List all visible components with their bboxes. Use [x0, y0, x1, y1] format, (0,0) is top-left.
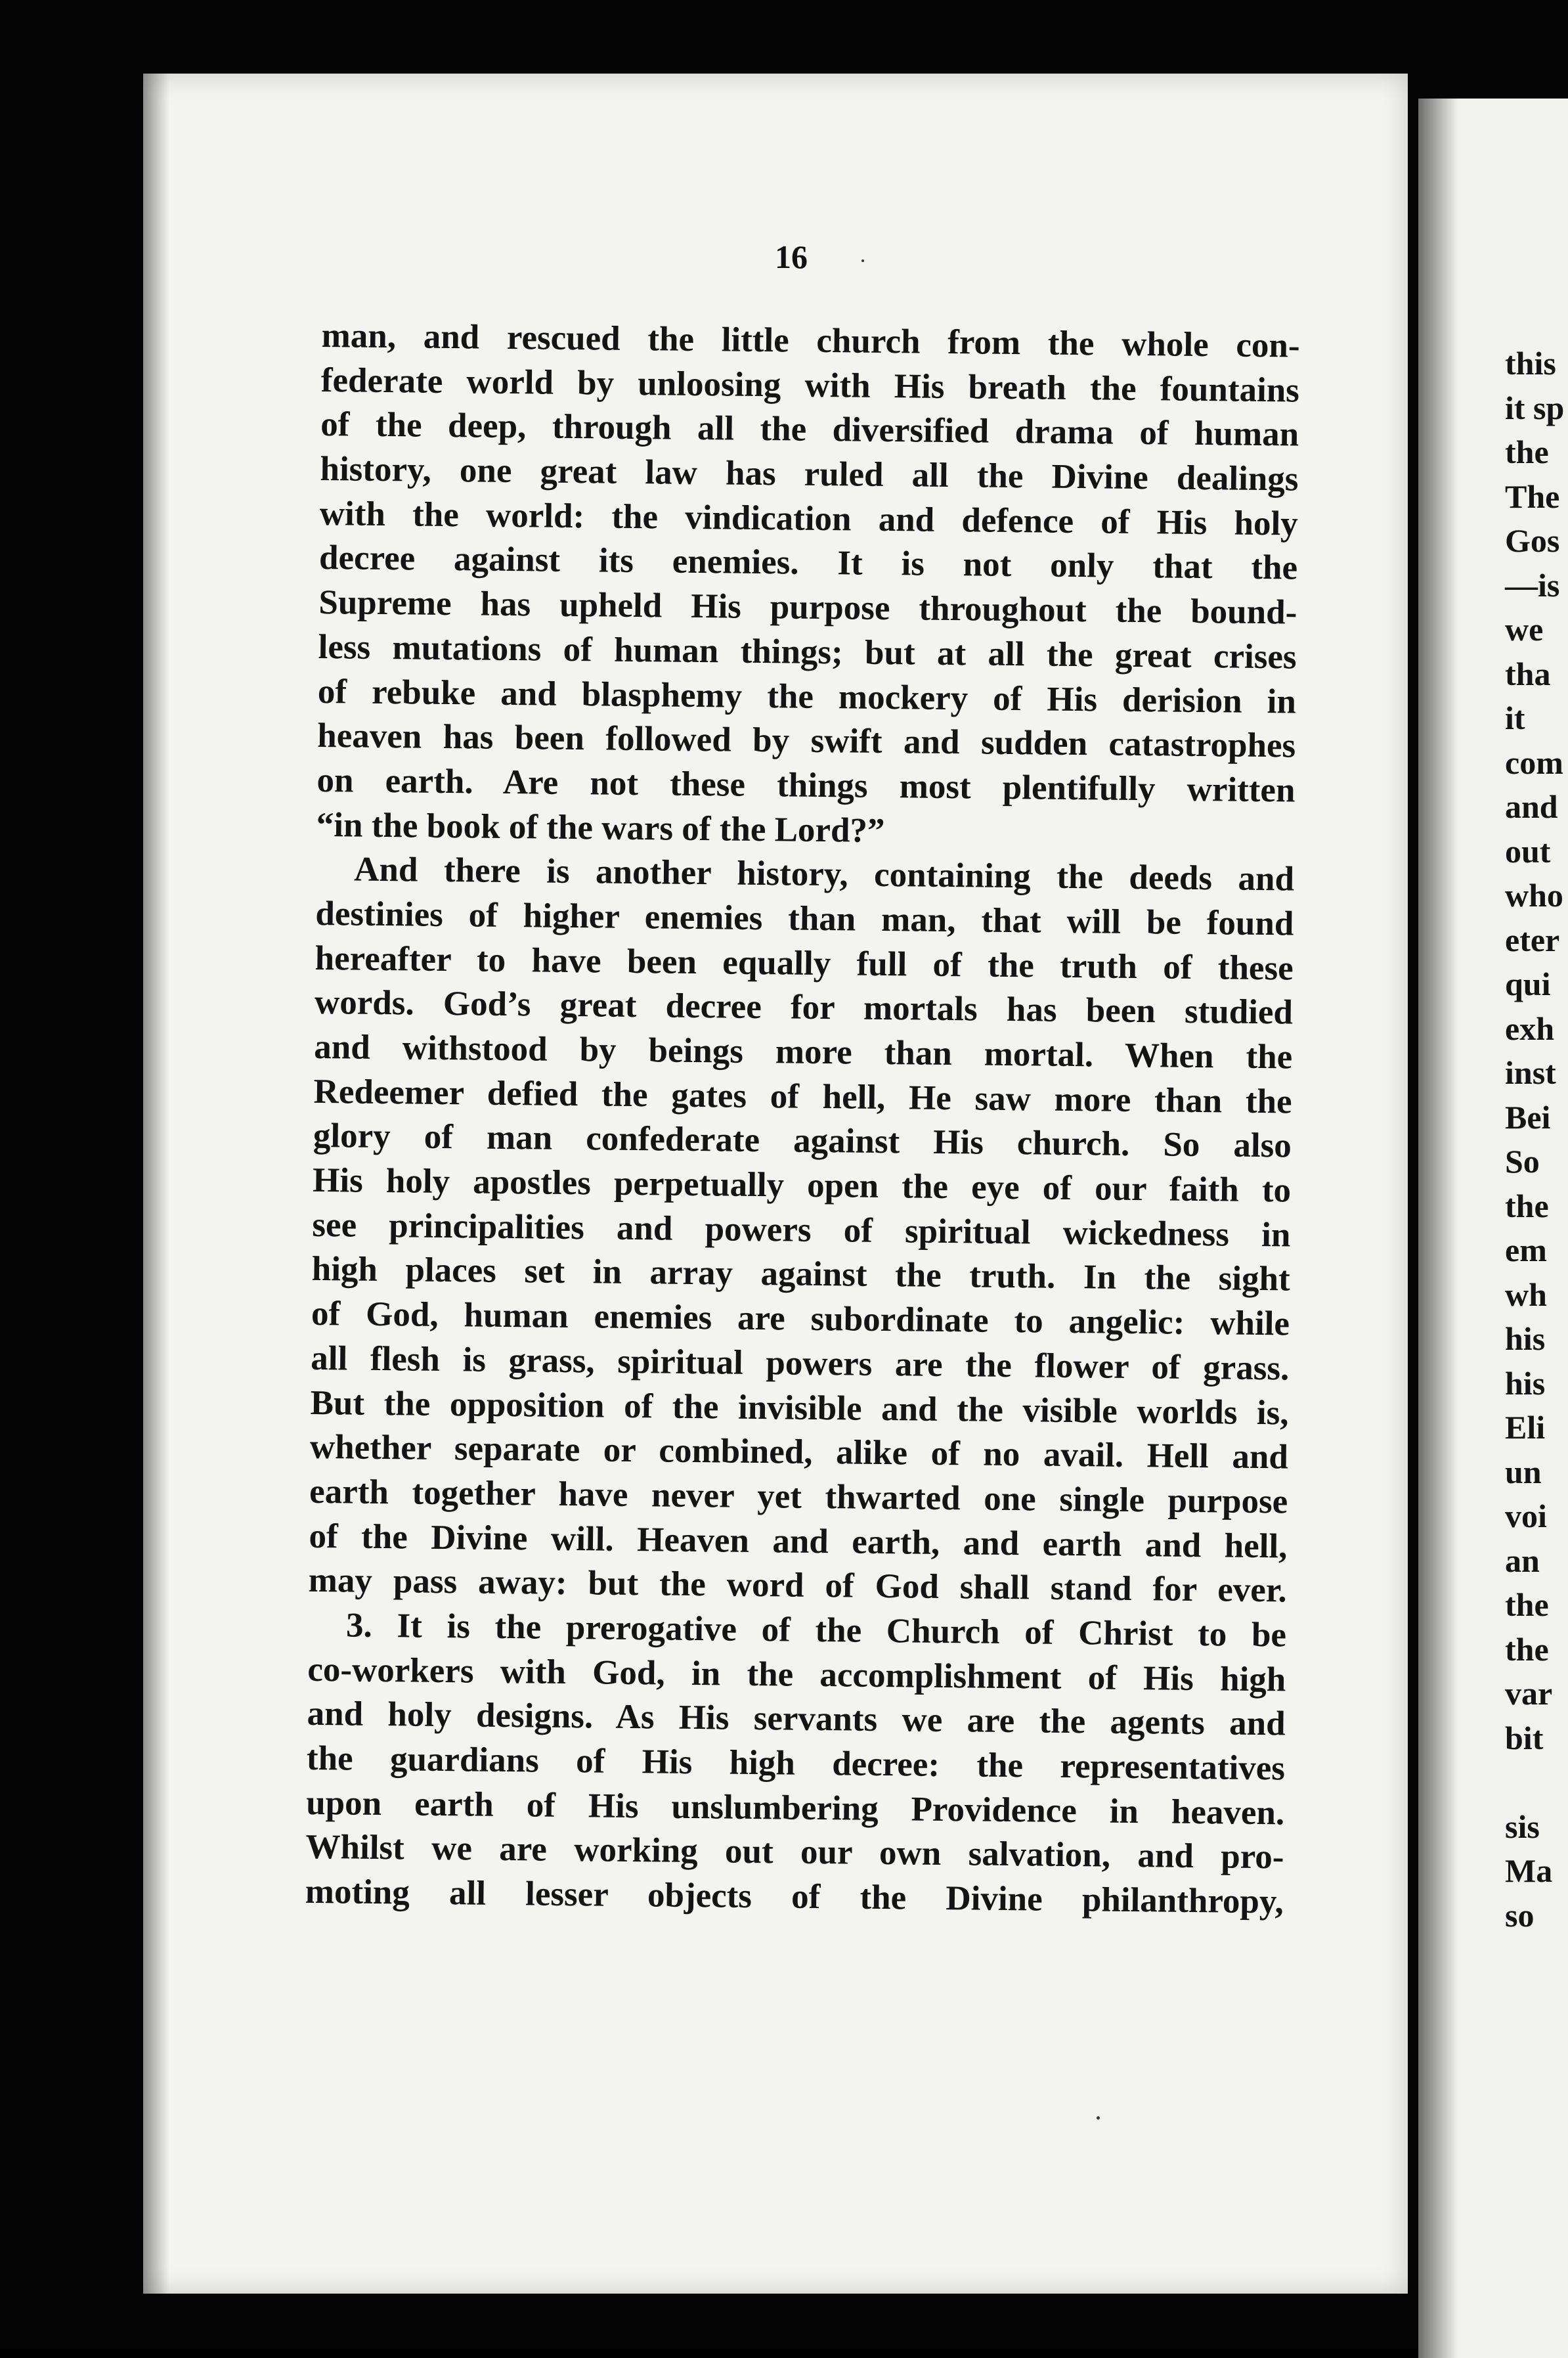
text-line: high places set in array against the truth. In the sight [311, 1250, 1290, 1299]
facing-text-line: the [1505, 434, 1549, 470]
text-line: and holy designs. As His servants we are the agents and [307, 1695, 1286, 1743]
page-edge-shadow [143, 74, 169, 2294]
text-line: federate world by unloosing with His breath the fountains [320, 361, 1300, 410]
facing-text-line: we [1505, 611, 1544, 648]
text-line: the guardians of His high decree: the representatives [306, 1739, 1286, 1788]
text-line: Redeemer defied the gates of hell, He saw more than the [313, 1072, 1292, 1121]
text-line: upon earth of His unslumbering Providence in heaven. [305, 1783, 1285, 1833]
text-line: of rebuke and blasphemy the mockery of His derision in [317, 672, 1297, 721]
page-number: 16 [775, 238, 808, 275]
facing-text-line: this [1505, 345, 1556, 382]
facing-text-line: it [1505, 700, 1525, 736]
facing-text-line: The [1505, 478, 1560, 515]
text-line: of the deep, through all the diversified drama of human [320, 405, 1299, 454]
facing-text-line: em [1505, 1232, 1547, 1268]
text-line: of the Divine will. Heaven and earth, and earth and hell, [309, 1517, 1288, 1566]
paper-speck [1097, 2116, 1100, 2120]
text-line: But the opposition of the invisible and the visible worlds is, [310, 1383, 1289, 1433]
text-line: with the world: the vindication and defence of His holy [319, 494, 1299, 543]
text-line: And there is another history, containing the deeds and [353, 850, 1295, 899]
text-line: and withstood by beings more than mortal. When the [314, 1027, 1293, 1077]
text-line: whether separate or combined, alike of no avail. Hell and [309, 1428, 1289, 1477]
facing-text-line: exh [1505, 1010, 1554, 1047]
text-line: hereafter to have been equally full of the truth of these [315, 939, 1294, 988]
text-line: Supreme has upheld His purpose throughout the bound- [318, 583, 1297, 632]
facing-text-line: so [1505, 1896, 1535, 1934]
text-line: on earth. Are not these things most plentifully written [316, 761, 1296, 810]
text-line: words. God’s great decree for mortals has been studied [314, 983, 1294, 1032]
facing-text-line: the [1505, 1630, 1549, 1668]
facing-text-line: qui [1505, 966, 1551, 1002]
facing-text-line: voi [1505, 1498, 1547, 1534]
text-line: Whilst we are working out our own salvation, and pro- [305, 1828, 1284, 1877]
text-line: all flesh is grass, spiritual powers are the flower of grass. [311, 1339, 1290, 1388]
facing-text-line: var [1505, 1675, 1553, 1712]
facing-text-line: Bei [1505, 1098, 1551, 1136]
text-line: man, and rescued the little church from the whole con- [321, 316, 1300, 365]
body-text [305, 314, 1299, 1924]
text-line: glory of man confederate against His church. So also [313, 1117, 1292, 1165]
facing-text-line [1505, 1760, 1564, 1805]
text-line: see principalities and powers of spiritual wickedness in [312, 1205, 1291, 1255]
gutter-shadow [1418, 99, 1458, 2358]
text-line: history, one great law has ruled all the Divine dealings [320, 450, 1299, 499]
text-line: destinies of higher enemies than man, that will be found [315, 894, 1294, 943]
facing-text-line: inst [1505, 1054, 1556, 1091]
facing-text-line: wh [1505, 1276, 1547, 1313]
facing-text-line: the [1505, 1586, 1549, 1623]
facing-text-line: Ma [1505, 1852, 1553, 1889]
text-line: decree against its enemies. It is not only that the [318, 539, 1298, 588]
text-line: earth together have never yet thwarted one single purpose [309, 1472, 1288, 1521]
facing-text-line: an [1505, 1542, 1540, 1579]
facing-text-line: out [1505, 832, 1551, 870]
facing-text-line: eter [1505, 921, 1560, 958]
facing-text-line: Eli [1505, 1409, 1546, 1446]
facing-page-text [1505, 342, 1564, 1938]
text-line: moting all lesser objects of the Divine philanthropy, [305, 1872, 1284, 1921]
facing-text-line: and [1505, 788, 1558, 825]
facing-text-line: his [1505, 1320, 1546, 1357]
text-line: co-workers with God, in the accomplishment of His high [307, 1650, 1286, 1699]
facing-text-line: the [1505, 1187, 1549, 1224]
facing-text-line: tha [1505, 655, 1551, 692]
facing-text-line: bit [1505, 1719, 1544, 1756]
text-line: of God, human enemies are subordinate to angelic: while [311, 1295, 1290, 1343]
facing-text-line: his [1505, 1364, 1546, 1402]
text-line: heaven has been followed by swift and sudden catastrophes [316, 717, 1296, 765]
paper-speck [861, 259, 864, 262]
facing-text-line: sis [1505, 1808, 1540, 1845]
text-line: 3. It is the prerogative of the Church of Christ to be [345, 1606, 1287, 1655]
facing-text-line: —is [1505, 566, 1560, 604]
facing-text-line: who [1505, 877, 1563, 914]
facing-text-line: So [1505, 1143, 1540, 1180]
text-line: less mutations of human things; but at all the great crises [318, 627, 1297, 677]
text-line: “in the book of the wars of the Lord?” [316, 805, 885, 850]
facing-text-line: com [1505, 744, 1563, 781]
text-line: His holy apostles perpetually open the eye of our faith to [312, 1161, 1292, 1210]
text-line: may pass away: but the word of God shall stand for ever. [308, 1561, 1288, 1610]
facing-text-line: Gos [1505, 522, 1560, 559]
facing-text-line: un [1505, 1453, 1542, 1490]
facing-text-line: it sp [1505, 389, 1565, 426]
